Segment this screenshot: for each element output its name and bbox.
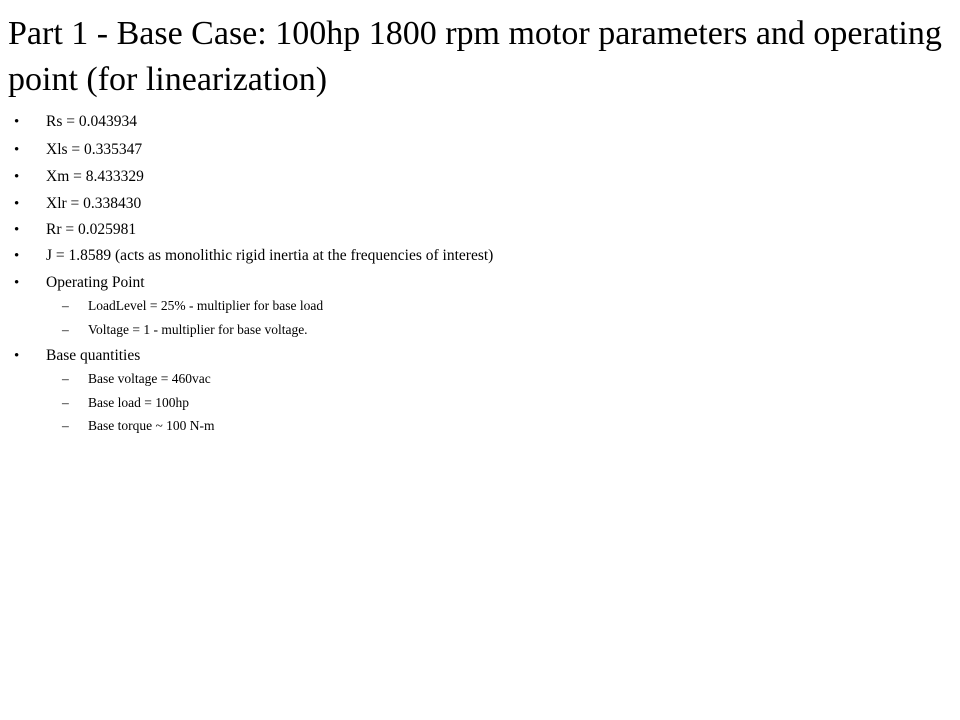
bullet-item-xlr bbox=[14, 195, 142, 213]
slide-title: Part 1 - Base Case: 100hp 1800 rpm motor parameters and operating point (for linearization) bbox=[8, 15, 942, 98]
bullet-icon: • bbox=[14, 222, 20, 238]
bullet-item-operating-point bbox=[14, 274, 145, 292]
sub-item-voltage bbox=[62, 322, 308, 338]
bullet-text: Base quantities bbox=[46, 347, 141, 364]
bullet-text: J = 1.8589 (acts as monolithic rigid inertia at the frequencies of interest) bbox=[46, 247, 494, 264]
sub-item-text: Voltage = 1 - multiplier for base voltage. bbox=[88, 322, 308, 337]
dash-icon: – bbox=[62, 418, 69, 433]
bullet-text: Xm = 8.433329 bbox=[46, 168, 144, 185]
bullet-item-rr bbox=[14, 221, 137, 239]
dash-icon: – bbox=[62, 322, 69, 337]
sub-item-load-level bbox=[62, 298, 324, 314]
bullet-icon: • bbox=[14, 169, 20, 185]
bullet-text: Xlr = 0.338430 bbox=[46, 195, 142, 212]
sub-item-base-torque bbox=[62, 418, 215, 434]
bullet-icon: • bbox=[14, 348, 20, 364]
sub-item-text: Base voltage = 460vac bbox=[88, 371, 211, 386]
bullet-item-rs bbox=[14, 113, 137, 131]
sub-item-text: LoadLevel = 25% - multiplier for base load bbox=[88, 298, 324, 313]
bullet-icon: • bbox=[14, 196, 20, 212]
dash-icon: – bbox=[62, 298, 69, 313]
dash-icon: – bbox=[62, 395, 69, 410]
bullet-icon: • bbox=[14, 114, 20, 130]
bullet-text: Xls = 0.335347 bbox=[46, 141, 143, 158]
sub-item-text: Base load = 100hp bbox=[88, 395, 189, 410]
bullet-item-j bbox=[14, 247, 494, 265]
bullet-item-base-quantities bbox=[14, 347, 141, 365]
sub-item-text: Base torque ~ 100 N-m bbox=[88, 418, 215, 433]
bullet-icon: • bbox=[14, 142, 20, 158]
bullet-item-xls bbox=[14, 141, 143, 159]
dash-icon: – bbox=[62, 371, 69, 386]
bullet-icon: • bbox=[14, 275, 20, 291]
bullet-icon: • bbox=[14, 248, 20, 264]
bullet-item-xm bbox=[14, 168, 144, 186]
bullet-text: Rr = 0.025981 bbox=[46, 221, 137, 238]
sub-item-base-voltage bbox=[62, 371, 211, 387]
bullet-text: Operating Point bbox=[46, 274, 145, 291]
sub-item-base-load bbox=[62, 395, 189, 411]
bullet-text: Rs = 0.043934 bbox=[46, 113, 137, 130]
